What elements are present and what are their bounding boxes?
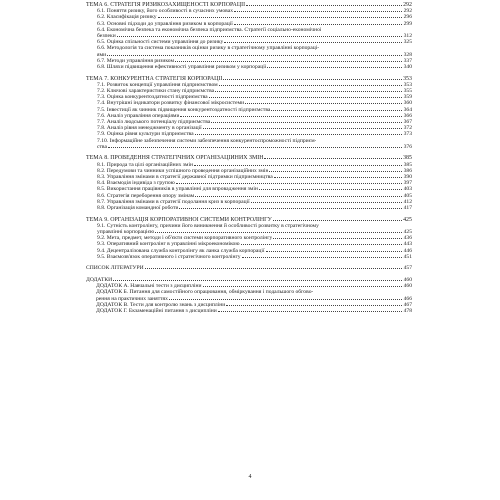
dot-leader [179,208,402,209]
toc-entry-title: ДОДАТОК А. Навчальні тести з дисципліни [96,283,202,290]
toc-page-number: 397 [403,180,412,187]
toc-entry-title: ДОДАТОК В. Тести для контролю знань з дисципліни [96,301,226,308]
toc-entry-title: 8.2. Передумови та чинники успішного проведення організаційних змін [97,167,269,174]
toc-entry-title: 7.1. Розвиток концепції управління підприємством [97,81,218,88]
dot-leader [242,257,402,258]
dot-leader [266,251,403,252]
toc-entry-title: ТЕМА 8. ПРОВЕДЕННЯ СТРАТЕГІЧНИХ ОРГАНІЗАЦІЙНИХ ЗМІН [86,155,264,162]
toc-entry-title: 6.4. Економічна безпека та економічна безпека підприємства. Стратегії соціально-економічної [97,26,322,33]
toc-entry-title: 9.1. Сутність контролінгу, причини його виникнення й особливості розвитку в стратегічному [97,222,319,229]
toc-entry[interactable] [86,254,412,260]
toc-section [86,2,412,70]
toc-entry-title: 6.5. Оцінка спільності системи управління до ризику [97,39,224,46]
dot-leader [267,67,402,68]
toc-page-number: 296 [403,14,412,21]
toc-page-number: 466 [403,295,412,302]
toc-page-number: 460 [403,277,412,284]
dot-leader [223,79,402,80]
dot-leader [273,238,402,239]
dot-leader [234,24,402,25]
toc-entry-title: 8.3. Управління змінами в стратегії державної підтримки підприємництва [97,174,273,181]
dot-leader [195,134,402,135]
toc-entry-title: 6.3. Основні підходи до управління ризиком в корпорації [97,20,233,27]
dot-leader [226,305,402,306]
dot-leader [251,202,402,203]
toc-page-number: 366 [403,112,412,119]
toc-page-number: 355 [403,88,412,95]
toc-page-number: 385 [403,161,412,168]
dot-leader [145,268,402,269]
toc-section [86,76,412,150]
dot-leader [155,232,402,233]
toc-entry-title: 8.8. Організація командної роботи [97,205,179,212]
dot-leader [169,299,402,300]
toc-page-number: 443 [403,241,412,248]
toc-page-number: 376 [403,143,412,150]
toc-entry-title: 6.7. Методи управління ризиком [97,57,175,64]
dot-leader [195,196,402,197]
dot-leader [241,244,402,245]
dot-leader [274,177,402,178]
toc-page-number: 340 [403,64,412,71]
toc-entry-title: 9.2. Мета, предмет, методи і об'єкти системи корпоративного контролінгу [97,235,273,242]
toc-entry-title: ТЕМА 6. СТРАТЕГІЯ РИЗИКОЗАХИЩЕНОСТІ КОРПОРАЦІЇ [86,2,246,8]
dot-leader [264,158,402,159]
toc-entry[interactable] [86,205,412,211]
toc-page-number: 312 [403,33,412,40]
toc-page-number: 360 [403,100,412,107]
toc-page-number: 425 [403,229,412,236]
toc-entry-title: 7.5. Інвестиції як чинник підвищення конкурентоздатності підприємства [97,106,271,113]
dot-leader [271,110,402,111]
toc-page-number: 425 [403,216,412,223]
toc-entry-title: 7.2. Ключові характеристики стану підприємства [97,88,215,95]
dot-leader [211,122,402,123]
toc-page-number: 372 [403,125,412,132]
dot-leader [219,85,402,86]
dot-leader [246,5,402,6]
toc-page-number: 353 [403,81,412,88]
toc-entry-title-continuation: рення на практичних заняттях [96,295,168,302]
toc-entry[interactable] [86,144,412,150]
toc-page-number: 457 [403,265,412,272]
toc-page-number: 460 [403,283,412,290]
toc-page-number: 353 [403,75,412,82]
toc-section [86,265,412,271]
toc-page-number: 299 [403,20,412,27]
toc-page-number: 328 [403,51,412,58]
dot-leader [117,36,402,37]
toc-entry-title: 7.4. Внутрішні індикатори розвитку фінансової мікросистеми [97,100,245,107]
toc-page-number: 467 [403,301,412,308]
toc-page-number: 390 [403,174,412,181]
dot-leader [224,42,402,43]
dot-leader [209,97,402,98]
toc-entry-title: 9.4. Децентралізована служба контролінгу як ланка служба корпорації [97,247,265,254]
toc-entry-title: 7.7. Аналіз людського потенціалу підприємства [97,119,211,126]
dot-leader [245,103,402,104]
toc-page-number: 292 [403,8,412,15]
toc-page-number: 337 [403,57,412,64]
toc-entry-title: 8.6. Стратегія переборення опору змінам [97,192,195,199]
page-number: 4 [248,474,252,480]
dot-leader [269,171,402,172]
dot-leader [273,220,402,221]
toc-entry-title: ДОДАТОК Г. Екзаменаційні питання з дисципліни [96,308,217,315]
toc-entry-title: 8.1. Природа та цілі організаційних змін [97,161,194,168]
toc-page-number: 403 [403,186,412,193]
toc-page-number: 405 [403,192,412,199]
toc-page-number: 359 [403,94,412,101]
toc-entry[interactable] [86,308,412,314]
toc-entry-title-continuation: ства [97,143,107,150]
toc-entry-title: 6.1. Поняття ризику, його особливості в сучасних умовах [97,8,234,15]
toc-page-number: 364 [403,106,412,113]
toc-entry-title: ДОДАТОК Б. Питання для самостійного опрацювання, обміркування і подальшого обгово- [96,289,314,296]
toc-page-number: 385 [403,155,412,162]
toc-entry[interactable] [86,265,412,271]
toc-entry-title-continuation: управлінні корпорацією [97,229,155,236]
toc-entry-title: 6.8. Шляхи підвищення ефективності управління ризиком у корпорації [97,64,267,71]
toc-entry-title: СПИСОК ЛІТЕРАТУРИ [86,265,144,272]
dot-leader [259,189,402,190]
toc-entry-title: 7.10. Інформаційне забезпечення системи забезпечення конкурентоспроможності підприєм- [97,137,317,144]
toc-entry-title: 9.3. Оперативний контролінг в управлінні мікроекономікою [97,241,240,248]
dot-leader [176,183,402,184]
dot-leader [203,286,402,287]
toc-page-number: 436 [403,235,412,242]
toc-page-number: 373 [403,131,412,138]
toc-entry-title: 7.3. Оцінка конкурентоздатності підприємства [97,94,208,101]
toc-entry-title: 6.6. Методологія та система показників оцінки ризику в стратегічному управлінні корпораці- [97,45,320,52]
dot-leader [194,165,402,166]
toc-page-number: 412 [403,198,412,205]
toc-entry-title: 9.5. Взаємозв'язок оперативного і стратегічного контролінгу [97,253,241,260]
toc-entry-title: 7.6. Аналіз управління операціями [97,112,180,119]
toc-entry-title-continuation: безпеки [97,33,116,40]
dot-leader [158,17,402,18]
toc-entry-title: 8.5. Використання працівників в управлінні для впровадження змін [97,186,258,193]
dot-leader [218,311,402,312]
dot-leader [107,55,402,56]
toc-entry-title: ТЕМА 7. КОНКУРЕНТНА СТРАТЕГІЯ КОРПОРАЦІЇ [86,75,223,82]
dot-leader [234,11,402,12]
toc-entry-title: 8.7. Управління змінами в стратегії подолання криз в корпорації [97,198,250,205]
toc-entry-title: ТЕМА 9. ОРГАНІЗАЦІЯ КОРПОРАТИВНОЇ СИСТЕМИ КОНТРОЛІНГУ [86,216,272,223]
dot-leader [180,116,402,117]
dot-leader [215,91,402,92]
toc-entry-title: 7.9. Оцінка рівня культури підприємства [97,131,194,138]
toc-entry-title: 7.8. Аналіз рівня менеджменту в організації [97,125,202,132]
toc-entry-title: 8.4. Взаємодія індивіда з групою [97,180,175,187]
dot-leader [113,280,402,281]
toc-page-number: 386 [403,167,412,174]
toc-entry[interactable] [86,64,412,70]
dot-leader [175,61,402,62]
toc-page-number: 446 [403,247,412,254]
toc-page-number: 325 [403,39,412,46]
toc-entry-title: ДОДАТКИ [86,277,113,284]
toc-section [86,277,412,314]
toc-page-number: 367 [403,119,412,126]
dot-leader [203,128,402,129]
toc-page-number: 292 [403,2,412,8]
toc-entry-title: 6.2. Класифікація ризику [97,14,157,21]
dot-leader [108,147,402,148]
table-of-contents [86,2,412,320]
toc-page-number: 451 [403,253,412,260]
toc-section [86,217,412,260]
toc-section [86,155,412,211]
toc-page-number: 478 [403,308,412,315]
toc-page-number: 417 [403,205,412,212]
toc-entry-title-continuation: ями [97,51,107,58]
